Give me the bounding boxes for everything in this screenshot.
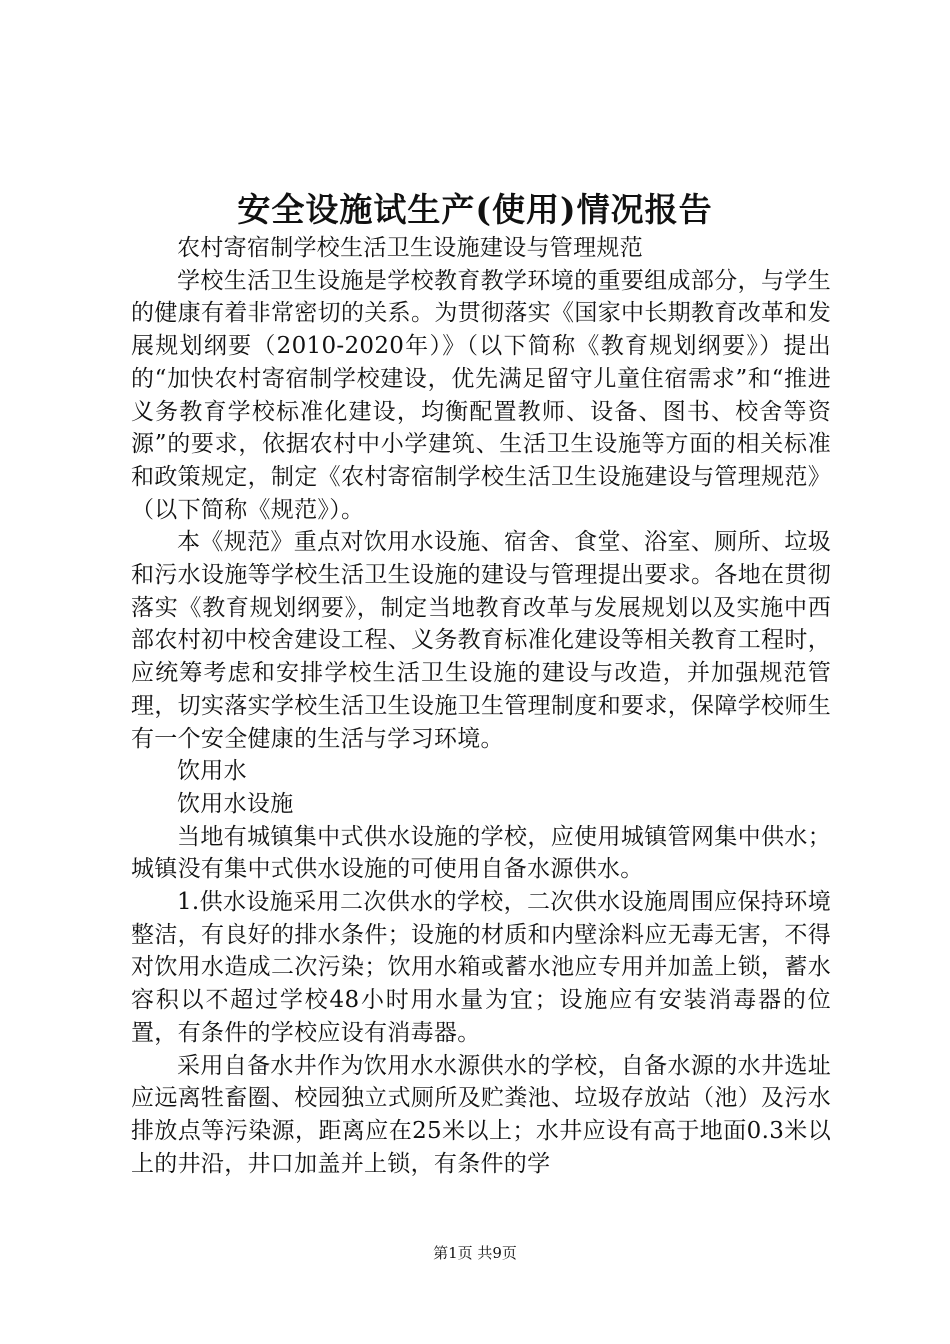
paragraph-well-water: 采用自备水井作为饮用水水源供水的学校，自备水源的水井选址应远离牲畜圈、校园独立式厕所及贮粪池、垃圾存放站（池）及污水排放点等污染源，距离应在25米以上；水井应设有高于地面0.3米以上的井沿，井口加盖并上锁，有条件的学 xyxy=(131,1052,831,1177)
subsection-heading-water-facilities: 饮用水设施 xyxy=(177,790,294,817)
document-body xyxy=(131,232,831,1180)
paragraph-intro: 学校生活卫生设施是学校教育教学环境的重要组成部分，与学生的健康有着非常密切的关系。为贯彻落实《国家中长期教育改革和发展规划纲要（2010-2020年）》（以下简称《教育规划纲要》）提出的“加快农村寄宿制学校建设，优先满足留守儿童住宿需求”和“推进义务教育学校标准化建设，均衡配置教师、设备、图书、校舍等资源”的要求，依据农村中小学建筑、生活卫生设施等方面的相关标准和政策规定，制定《农村寄宿制学校生活卫生设施建设与管理规范》（以下简称《规范》）。 xyxy=(131,267,831,523)
section-heading-drinking-water: 饮用水 xyxy=(177,758,247,785)
paragraph-subtitle: 农村寄宿制学校生活卫生设施建设与管理规范 xyxy=(177,235,643,261)
page-number-footer: 第1页 共9页 xyxy=(433,1244,517,1262)
document-title: 安全设施试生产(使用)情况报告 xyxy=(237,190,713,229)
paragraph-secondary-supply: 1.供水设施采用二次供水的学校，二次供水设施周围应保持环境整洁，有良好的排水条件；设施的材质和内壁涂料应无毒无害，不得对饮用水造成二次污染；饮用水箱或蓄水池应专用并加盖上锁，蓄水容积以不超过学校48小时用水量为宜；设施应有安装消毒器的位置，有条件的学校应设有消毒器。 xyxy=(131,889,831,1046)
paragraph-scope: 本《规范》重点对饮用水设施、宿舍、食堂、浴室、厕所、垃圾和污水设施等学校生活卫生设施的建设与管理提出要求。各地在贯彻落实《教育规划纲要》，制定当地教育改革与发展规划以及实施中西部农村初中校舍建设工程、义务教育标准化建设等相关教育工程时，应统筹考虑和安排学校生活卫生设施的建设与改造，并加强规范管理，切实落实学校生活卫生设施卫生管理制度和要求，保障学校师生有一个安全健康的生活与学习环境。 xyxy=(131,529,831,752)
paragraph-water-supply: 当地有城镇集中式供水设施的学校，应使用城镇管网集中供水；城镇没有集中式供水设施的可使用自备水源供水。 xyxy=(131,823,831,883)
